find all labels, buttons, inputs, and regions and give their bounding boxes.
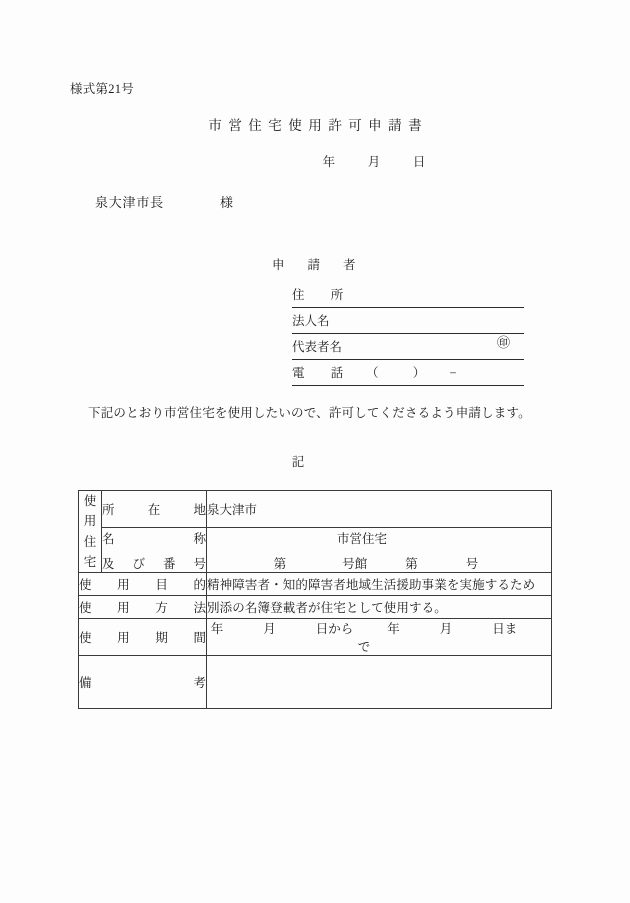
period-label-char-4: 間: [193, 631, 206, 645]
date-year-label: 年: [322, 155, 336, 169]
number-label-char-2: び: [132, 556, 145, 571]
housing-name-value: 市営住宅: [336, 531, 387, 546]
method-label-char-2: 用: [117, 601, 130, 615]
method-label-char-1: 使: [79, 601, 92, 615]
period-day-from: 日から: [315, 622, 354, 636]
number-label-char-1: 及: [102, 556, 115, 571]
remarks-value-cell[interactable]: [207, 656, 552, 709]
seal-icon: ㊞: [496, 335, 510, 350]
location-label-char-2: 在: [147, 503, 161, 518]
ki-marker: 記: [291, 455, 305, 469]
addressee: [95, 192, 234, 211]
name-label-char-2: 称: [193, 531, 206, 546]
date-month-label: 月: [367, 155, 381, 169]
remarks-label-char-2: 考: [193, 676, 206, 690]
table-row: [79, 528, 552, 573]
applicant-address-label: 住 所: [292, 288, 351, 302]
applicant-telephone-field[interactable]: [292, 360, 524, 386]
location-label-char-1: 所: [102, 503, 115, 518]
remarks-label-cell: [79, 656, 207, 709]
remarks-label-char-1: 備: [79, 676, 92, 690]
date-line: [0, 152, 630, 170]
housing-vertical-char-1: 使: [83, 494, 97, 508]
document-title: 市営住宅使用許可申請書: [208, 118, 429, 133]
number-label-char-4: 号: [193, 556, 206, 571]
body-sentence: 下記のとおり市営住宅を使用したいので、許可してくださるよう申請します。: [88, 406, 531, 420]
housing-go: 号: [465, 556, 479, 571]
period-label-cell: [79, 619, 207, 656]
telephone-close-paren: ）: [412, 366, 426, 380]
method-value: 別添の名簿登載者が住宅として使用する。: [207, 601, 447, 615]
method-label-char-3: 方: [155, 601, 168, 615]
table-row: [79, 573, 552, 596]
period-year-2: 年: [387, 622, 400, 636]
location-label-cell: [102, 491, 207, 528]
applicant-corporation-field[interactable]: [292, 308, 524, 334]
location-city-value: 泉大津市: [207, 503, 258, 518]
number-label-char-3: 番: [162, 556, 176, 571]
applicant-address-field[interactable]: [292, 282, 524, 308]
purpose-label-char-1: 使: [79, 578, 92, 592]
purpose-label-char-4: 的: [193, 578, 206, 592]
purpose-label-char-2: 用: [117, 578, 130, 592]
name-number-label-cell: [102, 528, 207, 573]
housing-vertical-char-4: 宅: [83, 554, 97, 569]
housing-vertical-label: [79, 491, 102, 573]
method-label-cell: [79, 596, 207, 619]
applicant-heading: 申 請 者: [272, 258, 361, 272]
applicant-telephone-label: 電 話: [292, 366, 351, 380]
date-day-label: 日: [412, 155, 426, 169]
location-label-char-3: 地: [193, 503, 206, 518]
table-row: [79, 656, 552, 709]
application-details-table: [78, 490, 552, 709]
applicant-representative-field[interactable]: [292, 334, 524, 360]
period-month-2: 月: [439, 622, 453, 636]
table-row: [79, 596, 552, 619]
form-number: 様式第21号: [70, 82, 135, 96]
period-label-char-2: 用: [117, 631, 130, 645]
housing-vertical-char-2: 用: [83, 514, 97, 529]
period-day-to: 日まで: [357, 622, 518, 654]
housing-vertical-char-3: 住: [83, 534, 97, 549]
purpose-label-cell: [79, 573, 207, 596]
table-row: [79, 619, 552, 656]
period-value: [207, 619, 551, 655]
applicant-representative-label: 代表者名: [292, 340, 343, 354]
housing-number-value: [207, 554, 551, 572]
name-label-char-1: 名: [102, 531, 115, 546]
purpose-value-cell[interactable]: [207, 573, 552, 596]
location-value-cell[interactable]: [207, 491, 552, 528]
purpose-value: 精神障害者・知的障害者地域生活援助事業を実施するため: [207, 578, 536, 592]
telephone-format-hint: [366, 363, 457, 381]
housing-dai-1: 第: [273, 556, 287, 571]
method-value-cell[interactable]: [207, 596, 552, 619]
period-month-1: 月: [263, 622, 276, 636]
period-label-char-1: 使: [79, 631, 92, 645]
telephone-open-paren: （: [366, 366, 379, 380]
addressee-office: 泉大津市長: [95, 195, 164, 210]
applicant-block: [270, 255, 530, 386]
method-label-char-4: 法: [193, 601, 206, 615]
period-year-1: 年: [210, 622, 224, 636]
period-label-char-3: 期: [155, 631, 168, 645]
housing-dai-2: 第: [405, 556, 418, 571]
applicant-corporation-label: 法人名: [292, 314, 330, 328]
housing-gokan: 号館: [342, 556, 368, 571]
purpose-label-char-3: 目: [155, 578, 168, 592]
table-row: [79, 491, 552, 528]
name-number-value-cell[interactable]: [207, 528, 552, 573]
telephone-dash: −: [449, 366, 457, 380]
period-value-cell[interactable]: [207, 619, 552, 656]
addressee-honorific: 様: [219, 195, 234, 210]
